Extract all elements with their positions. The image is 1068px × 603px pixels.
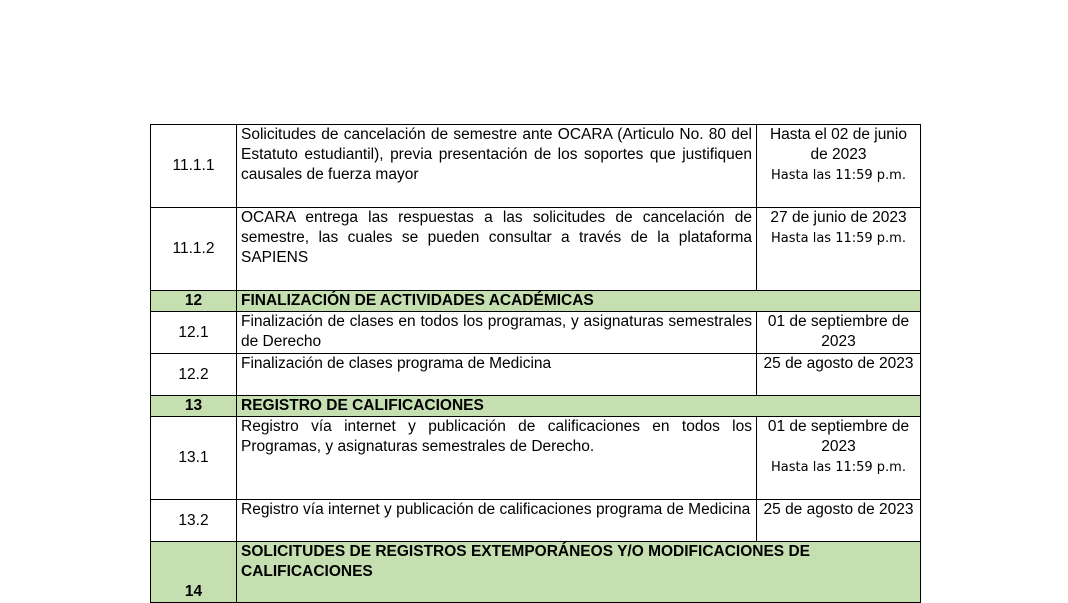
section-header-row (151, 291, 921, 312)
time-text: Hasta las 11:59 p.m. (771, 168, 906, 183)
row-number: 11.1.1 (151, 125, 237, 208)
section-number: 13 (151, 396, 237, 417)
time-text: Hasta las 11:59 p.m. (771, 231, 906, 246)
table-row (151, 208, 921, 291)
table-row (151, 417, 921, 500)
row-date (757, 208, 921, 291)
date-text: 01 de septiembre de 2023 (767, 418, 910, 455)
row-description: Finalización de clases programa de Medicina (237, 354, 757, 396)
row-description: Registro vía internet y publicación de calificaciones en todos los Programas, y asignaturas semestrales de Derecho. (237, 417, 757, 500)
academic-calendar-table (150, 124, 921, 603)
row-date (757, 125, 921, 208)
date-text: Hasta el 02 de junio de 2023 (769, 126, 907, 163)
date-text: 27 de junio de 2023 (770, 209, 907, 226)
row-description: OCARA entrega las respuestas a las solicitudes de cancelación de semestre, las cuales se pueden consultar a través de la plataforma SAPIENS (237, 208, 757, 291)
row-number: 12.2 (151, 354, 237, 396)
row-date: 25 de agosto de 2023 (757, 500, 921, 542)
row-description: Finalización de clases en todos los programas, y asignaturas semestrales de Derecho (237, 312, 757, 354)
section-header-row (151, 542, 921, 603)
row-date: 25 de agosto de 2023 (757, 354, 921, 396)
row-number: 11.1.2 (151, 208, 237, 291)
section-title: SOLICITUDES DE REGISTROS EXTEMPORÁNEOS Y/O MODIFICACIONES DE CALIFICACIONES (237, 542, 921, 603)
section-header-row (151, 396, 921, 417)
row-description: Solicitudes de cancelación de semestre ante OCARA (Articulo No. 80 del Estatuto estudiantil), previa presentación de los soportes que justifiquen causales de fuerza mayor (237, 125, 757, 208)
table-row (151, 500, 921, 542)
row-date (757, 417, 921, 500)
section-number: 14 (151, 542, 237, 603)
row-description: Registro vía internet y publicación de calificaciones programa de Medicina (237, 500, 757, 542)
section-title: REGISTRO DE CALIFICACIONES (237, 396, 921, 417)
section-number: 12 (151, 291, 237, 312)
table-row (151, 354, 921, 396)
time-text: Hasta las 11:59 p.m. (771, 460, 906, 475)
section-title: FINALIZACIÓN DE ACTIVIDADES ACADÉMICAS (237, 291, 921, 312)
row-number: 12.1 (151, 312, 237, 354)
row-date: 01 de septiembre de 2023 (757, 312, 921, 354)
table-row (151, 125, 921, 208)
row-number: 13.1 (151, 417, 237, 500)
row-number: 13.2 (151, 500, 237, 542)
table-row (151, 312, 921, 354)
